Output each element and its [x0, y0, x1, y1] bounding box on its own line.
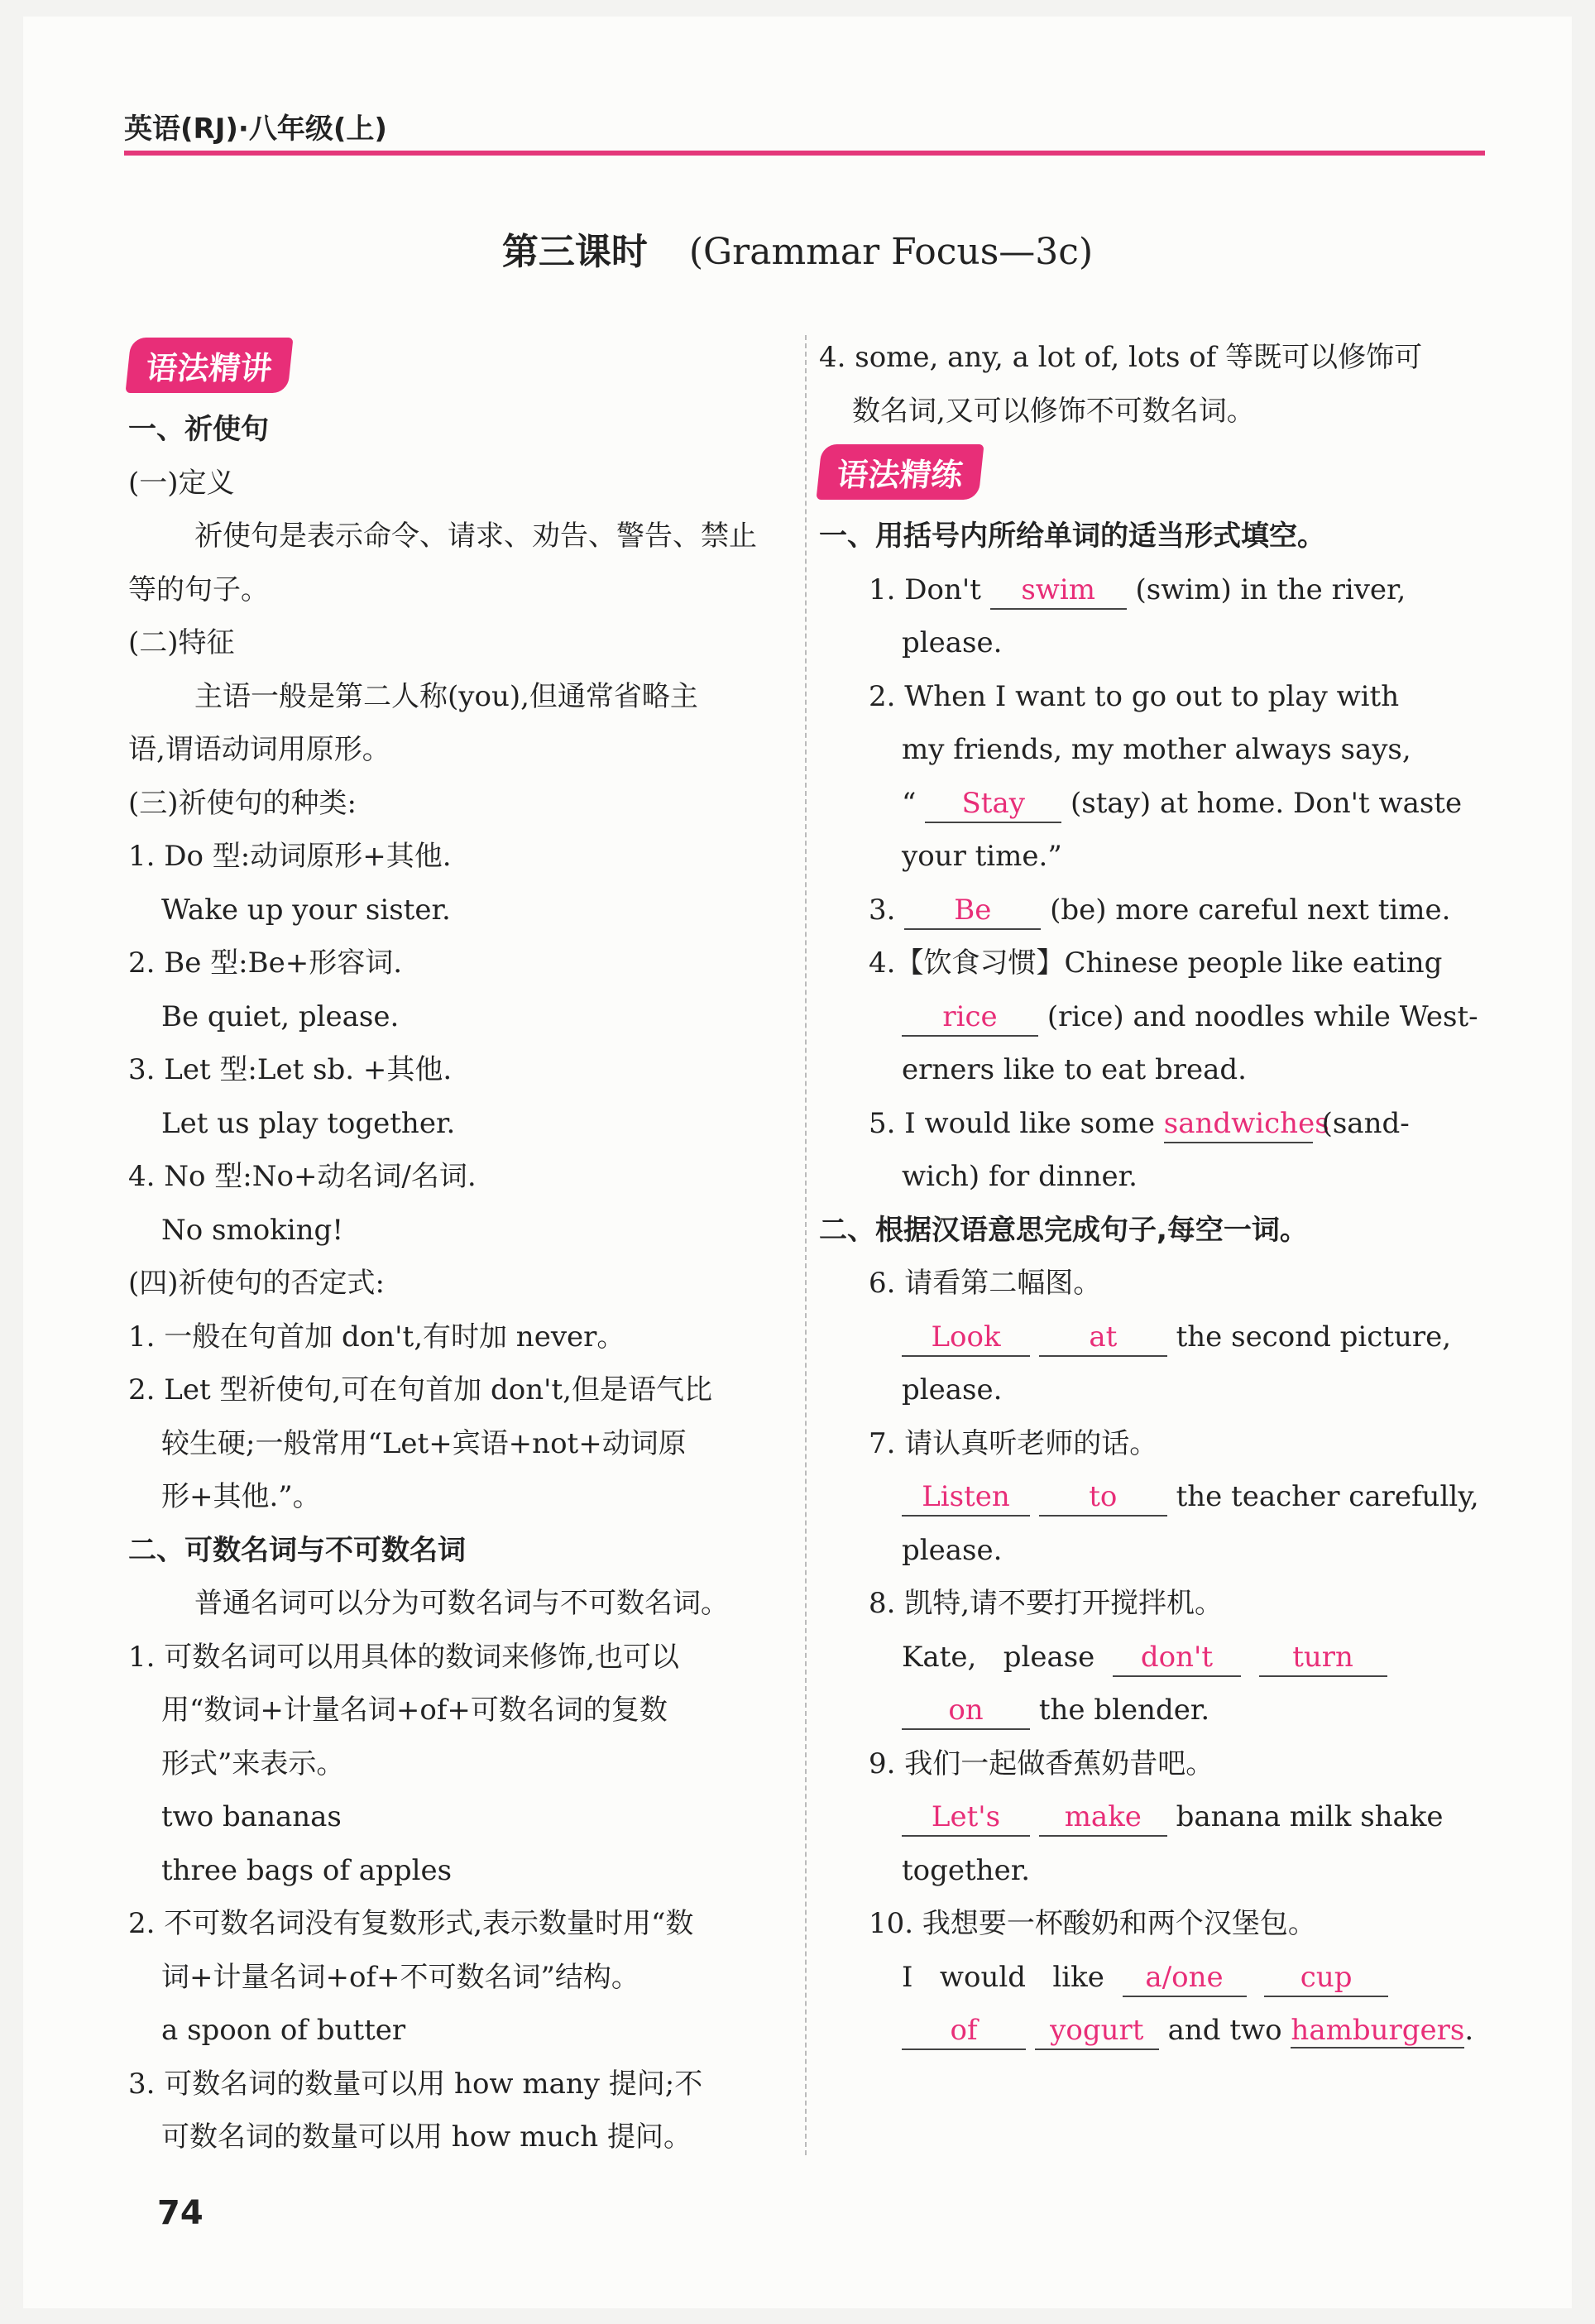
text-line: 2. Let 型祈使句,可在句首加 don't,但是语气比: [128, 1373, 712, 1406]
question-4: 4.【饮食习惯】Chinese people like eating: [869, 946, 1443, 980]
q4-line: [819, 990, 1489, 1044]
grammar-explanation: [128, 331, 790, 2164]
q3-answer: Be: [904, 892, 1041, 930]
q10-text: would: [939, 1960, 1026, 1994]
example-line: No smoking!: [161, 1213, 343, 1247]
q10-text: .: [1464, 2014, 1474, 2047]
grammar-badge: 语法精讲: [125, 338, 293, 393]
q6-answer-1: Look: [902, 1319, 1030, 1357]
question-10: 10. 我想要一杯酸奶和两个汉堡包。: [869, 1907, 1316, 1940]
q7-answer-1: Listen: [902, 1478, 1030, 1517]
q8-answer-3: on: [902, 1692, 1030, 1730]
q5-text: wich) for dinner.: [902, 1160, 1138, 1193]
text-line: 用“数词+计量名词+of+可数名词的复数: [161, 1694, 668, 1727]
lesson-title-en: (Grammar Focus—3c): [688, 231, 1094, 273]
q6-text: the second picture,: [1176, 1320, 1452, 1354]
q1-answer: swim: [990, 572, 1127, 610]
text-line: 1. Do 型:动词原形+其他.: [128, 840, 452, 873]
q10-answer-3: of: [902, 2012, 1026, 2050]
q6-answer-2: at: [1039, 1319, 1167, 1357]
q2-text: your time.”: [902, 840, 1062, 873]
header-rule: [124, 151, 1485, 156]
q9-answer-1: Let's: [902, 1799, 1030, 1837]
q2-answer: Stay: [925, 785, 1061, 823]
text-line: 主语一般是第二人称(you),但通常省略主: [194, 679, 698, 713]
text-line: (三)祈使句的种类:: [128, 786, 357, 820]
q8-line: [819, 1631, 1489, 1684]
text-line: 等的句子。: [128, 573, 269, 606]
text-line: 数名词,又可以修饰不可数名词。: [852, 394, 1255, 428]
question-5: [819, 1097, 1489, 1151]
q2-text: my friends, my mother always says,: [902, 733, 1411, 766]
q9-answer-2: make: [1039, 1799, 1167, 1837]
lesson-title-cn: 第三课时: [501, 231, 648, 273]
example-line: a spoon of butter: [161, 2014, 406, 2047]
q7-text: the teacher carefully,: [1176, 1480, 1479, 1513]
text-line: 1. 可数名词可以用具体的数词来修饰,也可以: [128, 1640, 680, 1674]
heading-nouns: 二、可数名词与不可数名词: [128, 1533, 466, 1567]
text-line: 形式”来表示。: [161, 1747, 345, 1780]
q6-line: [819, 1311, 1489, 1364]
q2-line: [819, 777, 1489, 831]
section-fill-in: 一、用括号内所给单词的适当形式填空。: [819, 520, 1325, 553]
text-line: 可数名词的数量可以用 how much 提问。: [161, 2120, 692, 2154]
text-line: 祈使句是表示命令、请求、劝告、警告、禁止: [194, 520, 757, 553]
q10-line-2: [819, 2004, 1489, 2058]
text-line: 4. No 型:No+动名词/名词.: [128, 1160, 477, 1193]
q5-text: 5. I would like some: [869, 1106, 1155, 1140]
question-8: 8. 凯特,请不要打开搅拌机。: [869, 1587, 1224, 1620]
book-header: 英语(RJ)·八年级(上): [124, 113, 387, 146]
q1-text: (swim) in the river,: [1135, 573, 1406, 606]
text-line: 形+其他.”。: [161, 1480, 321, 1513]
text-line: 语,谓语动词用原形。: [128, 733, 390, 766]
text-line: (四)祈使句的否定式:: [128, 1267, 385, 1300]
question-3: [819, 884, 1489, 937]
column-divider: [805, 335, 807, 2155]
text-line: 3. Let 型:Let sb. +其他.: [128, 1053, 453, 1086]
q7-text: please.: [902, 1533, 1003, 1567]
example-line: Wake up your sister.: [161, 893, 451, 927]
question-7: 7. 请认真听老师的话。: [869, 1426, 1158, 1460]
q7-answer-2: to: [1039, 1478, 1167, 1517]
q4-answer: rice: [902, 999, 1038, 1037]
q10-answer-4: yogurt: [1035, 2012, 1159, 2050]
q8-line-2: [819, 1684, 1489, 1737]
q3-text: 3.: [869, 893, 896, 927]
grammar-practice: [819, 331, 1489, 2058]
q10-line: [819, 1951, 1489, 2005]
q1-text: please.: [902, 626, 1003, 659]
question-6: 6. 请看第二幅图。: [869, 1267, 1102, 1300]
heading-imperative: 一、祈使句: [128, 413, 269, 446]
lesson-title: [0, 222, 1595, 275]
text-line: 词+计量名词+of+不可数名词”结构。: [161, 1960, 639, 1994]
text-line: 普通名词可以分为可数名词与不可数名词。: [194, 1587, 729, 1620]
question-9: 9. 我们一起做香蕉奶昔吧。: [869, 1747, 1214, 1780]
section-translate: 二、根据汉语意思完成句子,每空一词。: [819, 1213, 1308, 1247]
q4-text: erners like to eat bread.: [902, 1053, 1247, 1086]
q1-text: 1. Don't: [869, 573, 981, 606]
q4-text: (rice) and noodles while West-: [1047, 999, 1478, 1033]
question-1: [819, 563, 1489, 617]
q10-answer-5: hamburgers: [1291, 2014, 1465, 2047]
q2-text: (stay) at home. Don't waste: [1071, 786, 1463, 820]
q2-text: “: [902, 786, 917, 820]
q8-answer-2: turn: [1259, 1639, 1387, 1677]
page-number: 74: [157, 2194, 204, 2232]
text-line: (二)特征: [128, 626, 235, 659]
q8-text: please: [1003, 1640, 1095, 1674]
q3-text: (be) more careful next time.: [1050, 893, 1451, 927]
q10-text: and two: [1167, 2014, 1282, 2047]
q7-line: [819, 1470, 1489, 1524]
practice-badge: 语法精练: [816, 444, 984, 500]
text-line: 2. 不可数名词没有复数形式,表示数量时用“数: [128, 1907, 694, 1940]
q9-text: banana milk shake: [1176, 1800, 1444, 1833]
text-line: 1. 一般在句首加 don't,有时加 never。: [128, 1320, 625, 1354]
q6-text: please.: [902, 1373, 1003, 1406]
text-line: 较生硬;一般常用“Let+宾语+not+动词原: [161, 1426, 687, 1460]
q10-answer-1: a/one: [1123, 1959, 1247, 1997]
question-2: 2. When I want to go out to play with: [869, 679, 1400, 713]
q9-text: together.: [902, 1853, 1031, 1887]
example-line: two bananas: [161, 1800, 342, 1833]
text-line: 3. 可数名词的数量可以用 how many 提问;不: [128, 2067, 703, 2101]
q8-text: the blender.: [1038, 1694, 1210, 1727]
q10-answer-2: cup: [1264, 1959, 1388, 1997]
q9-line: [819, 1790, 1489, 1844]
q5-text: (sand-: [1321, 1106, 1410, 1140]
example-line: three bags of apples: [161, 1853, 453, 1887]
example-line: Let us play together.: [161, 1106, 456, 1140]
text-line: 2. Be 型:Be+形容词.: [128, 946, 403, 980]
text-line: 4. some, any, a lot of, lots of 等既可以修饰可: [819, 341, 1423, 374]
q8-answer-1: don't: [1113, 1639, 1241, 1677]
example-line: Be quiet, please.: [161, 999, 400, 1033]
q10-text: I: [902, 1960, 913, 1994]
q5-answer: sandwiches: [1164, 1105, 1313, 1143]
text-line: (一)定义: [128, 466, 235, 500]
q8-text: Kate,: [902, 1640, 977, 1674]
q10-text: like: [1052, 1960, 1104, 1994]
